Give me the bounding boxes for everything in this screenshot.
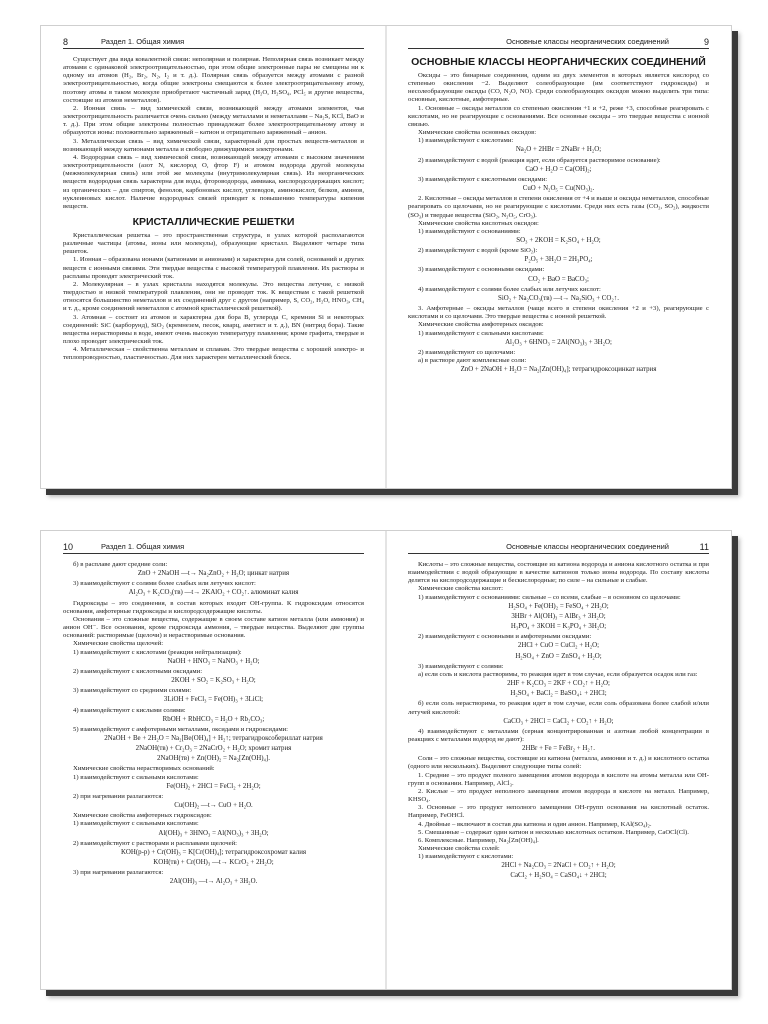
paragraph: 2. Молекулярная – в узлах кристалла находятся молекулы. Это вещества летучие, с низкой твердостью и низкой температурой плавления, они не проводят ток. К веществам с такой решеткой относятся большинство неметаллов и их соединений друг с другом (например, S, CO₂, H₂O, HNO₃, CH₄ и т. д., кроме соединений неметаллов с атомной кристаллической решеткой). <box>63 280 364 313</box>
paragraph: Кислоты – это сложные вещества, состоящие из катиона водорода и аниона кислотного остатка и при взаимодействии с водой образующие в качестве катионов только ионы водорода. По составу кислоты делятся на кислородсодержащие и бескислородные; по силе – на сильные и слабые. <box>408 561 709 585</box>
running-header <box>408 36 709 49</box>
chemical-equation: 2HCl + CuO = CuCl₂ + H₂O; <box>517 642 600 650</box>
chemical-equation: CaO + H₂O = Ca(OH)₂; <box>525 165 592 173</box>
chemical-equation: Cu(OH)₂ —t→ CuO + H₂O. <box>174 802 253 810</box>
paragraph: Химические свойства основных оксидов: <box>418 129 537 137</box>
paragraph: 3. Основные – это продукт неполного замещения OH-групп основания на кислотный остаток. Например, FeOHCl. <box>408 804 709 820</box>
chemical-equation: RbOH + RbHCO₃ = H₂O + Rb₂CO₃; <box>162 715 265 723</box>
book-spread-bottom <box>40 530 732 990</box>
chemical-equation: SiO₂ + Na₂CO₃(тв) —t→ Na₂SiO₃ + CO₂↑. <box>498 294 619 302</box>
page-body <box>408 56 709 482</box>
paragraph: Существует два вида ковалентной связи: неполярная и полярная. Неполярная связь возникает между атомами с одинаковой электроотрицательностью, при этом общие электронные пары не смещены ни к одному из атомов (H₂, Br₂, N₂, I₂ и т. д.). Полярная связь образуется между атомами с разной электроотрицательностью, когда общие электроны смещаются к более электроотрицательному атому, поэтому атомы в таком молекуле приобретают частичный заряд (H₂O, H₂SO₄, PCl₅ и другие вещества, состоящие из атомов неметаллов). <box>63 56 364 104</box>
chemical-equation: CaCl₂ + H₂SO₄ = CaSO₄↓ + 2HCl; <box>510 872 607 880</box>
page-body <box>63 561 364 983</box>
chemical-equation: Al(OH)₃ + 3HNO₃ = Al(NO₃)₃ + 3H₂O; <box>158 829 269 837</box>
paragraph: 3) взаимодействуют с солями более слабых или летучих кислот: <box>73 580 256 588</box>
book-spread-top <box>40 25 732 489</box>
chemical-equation: Al₂O₃ + 6HNO₃ = 2Al(NO₃)₃ + 3H₂O; <box>505 338 612 346</box>
paragraph: б) в расплаве дают средние соли: <box>73 561 168 568</box>
chemical-equation: 2NaOH + Be + 2H₂O = Na₂[Be(OH)₄] + H₂↑; тетрагидроксобериллат натрия <box>104 734 323 742</box>
paragraph: 2. Кислотные – оксиды металлов в степени окисления от +4 и выше и оксиды неметаллов, способные реагировать со щелочами, но не реагирующие с кислотами. Среди них есть газы (CO₂, SO₂), жидкости (SO₃) и твердые вещества (SiO₂, N₂O₅, CrO₃). <box>408 195 709 219</box>
chemical-equation: 2HCl + Na₂CO₃ = 2NaCl + CO₂↑ + H₂O; <box>501 862 616 870</box>
paragraph: 2) при нагревании разлагаются: <box>73 792 164 800</box>
paragraph: 1) взаимодействуют с кислотами: <box>418 137 514 145</box>
paragraph: Гидроксиды – это соединения, в состав которых входит OH-группа. К гидроксидам относятся основания, амфотерные гидроксиды и кислородсодержащие кислоты. <box>63 599 364 615</box>
running-title: Основные классы неорганических соединений <box>506 542 669 551</box>
chemical-equation: H₂SO₄ + Fe(OH)₂ = FeSO₄ + 2H₂O; <box>508 602 609 610</box>
paragraph: Химические свойства нерастворимых оснований: <box>73 765 215 773</box>
chemical-equation: 2HF + K₂CO₃ = 2KF + CO₂↑ + H₂O; <box>507 680 610 688</box>
paragraph: 2. Ионная связь – вид химической связи, возникающей между атомами элементов, чья электроотрицательность различается очень сильно (между металлами и неметаллами – Na₂S, KCl, BaO и т. д.). При этом общие электроны полностью принадлежат более электроотрицательному атому и образуются ионы: положительно заряженный – катион и отрицательно заряженный – анион. <box>63 104 364 137</box>
chemical-equation: Fe(OH)₂ + 2HCl = FeCl₂ + 2H₂O; <box>166 782 261 790</box>
paragraph: 1) взаимодействуют с сильными кислотами: <box>418 329 544 337</box>
paragraph: 1) взаимодействуют с кислотами (реакция нейтрализации): <box>73 648 242 656</box>
paragraph: 4. Двойные – включают в состав два катиона и один анион. Например, KAl(SO₄)₂. <box>418 820 652 828</box>
chemical-equation: 2Al(OH)₃ —t→ Al₂O₃ + 3H₂O. <box>169 878 258 886</box>
paragraph: Химические свойства солей: <box>418 845 500 852</box>
paragraph: 1) взаимодействуют с основаниями: <box>418 227 521 235</box>
paragraph: 4) взаимодействуют с солями более слабых или летучих кислот: <box>418 285 601 293</box>
running-title: Основные классы неорганических соединений <box>506 37 669 46</box>
page-number: 9 <box>703 37 709 47</box>
paragraph: 4. Металлическая – свойственна металлам и сплавам. Это твердые вещества с хорошей электро- и теплопроводностью, пластичностью. Для них характерен металлический блеск. <box>63 346 364 362</box>
paragraph: 2) взаимодействуют со щелочами: <box>418 348 516 356</box>
chemical-equation: 2NaOH(тв) + Cr₂O₃ = 2NaCrO₂ + H₂O; хромит натрия <box>135 745 292 753</box>
paragraph: 4) взаимодействуют с кислыми солями: <box>73 706 186 714</box>
chemical-equation: KOH(тв) + Cr(OH)₃ —t→ KCrO₂ + 2H₂O; <box>153 859 274 866</box>
page-number: 8 <box>63 37 69 47</box>
chemical-equation: CO₂ + BaO = BaCO₃; <box>528 275 589 283</box>
running-header <box>63 541 364 554</box>
chemical-equation: CuO + N₂O₅ = Cu(NO₃)₂. <box>522 185 595 193</box>
chemical-equation: ZnO + 2NaOH + H₂O = Na₂[Zn(OH)₄]; тетрагидроксоцинкат натрия <box>460 366 657 374</box>
chemical-equation: 3LiOH + FeCl₃ = Fe(OH)₃ + 3LiCl; <box>163 696 264 704</box>
paragraph: 2) взаимодействуют с растворами и расплавами щелочей: <box>73 839 238 847</box>
page-8 <box>41 26 386 488</box>
chemical-equation: P₂O₅ + 3H₂O = 2H₃PO₄; <box>524 256 593 264</box>
paragraph: 3) взаимодействуют с основными оксидами: <box>418 266 545 274</box>
paragraph: 1. Основные – оксиды металлов со степенью окисления +1 и +2, реже +3, способные реагировать с кислотами, но не реагирующие с основаниями. Все основные оксиды – это твердые вещества с ионной связью. <box>408 104 709 128</box>
chemical-equation: 2HBr + Fe = FeBr₂ + H₂↑. <box>522 745 595 753</box>
chemical-equation: ZnO + 2NaOH —t→ Na₂ZnO₂ + H₂O; цинкат натрия <box>137 570 290 578</box>
chemical-equation: 3HBr + Al(OH)₃ = AlBr₃ + 3H₂O; <box>511 612 606 620</box>
running-header <box>63 36 364 49</box>
page-9 <box>386 26 731 488</box>
paragraph: Основания – это сложные вещества, содержащие в своем составе катион металла (или аммония) и анион OH⁻. Все основания, кроме гидроксида аммония, – твердые вещества. Выделяют две группы оснований: растворимые (щелочи) и нерастворимые основания. <box>63 615 364 640</box>
running-title: Раздел 1. Общая химия <box>101 37 185 46</box>
page-body <box>408 561 709 983</box>
chemical-equation: H₂SO₄ + ZnO = ZnSO₄ + H₂O; <box>515 652 602 660</box>
chemical-equation: SO₃ + 2KOH = K₂SO₄ + H₂O; <box>516 236 601 244</box>
paragraph: 1) взаимодействуют с основаниями: сильные – со всеми, слабые – в основном со щелочами: <box>418 593 681 601</box>
paragraph: 3. Атомная – состоит из атомов и характерна для бора B, углерода C, кремния Si и некоторых соединений: SiC (карборунд), SiO₂ (кремнезем, песок, кварц, аметист и т. д.), BN (нитрид бора). Такие вещества нерастворимы в воде, имеют очень высокую температуру плавления; кроме графита, твердые и плохо проводят электрический ток. <box>63 313 364 345</box>
paragraph: Оксиды – это бинарные соединения, одним из двух элементов в которых является кислород со степенью окисления −2. Выделяют солеобразующие (им соответствуют гидроксиды) и несолеобразующие оксиды (CO, N₂O, NO). Среди солеобразующих оксидов можно выделить три типа: основные, кислотные, амфотерные. <box>408 72 709 104</box>
paragraph: 2) взаимодействуют с водой (реакция идет, если образуется растворимое основание): <box>418 156 661 164</box>
paragraph: а) в растворе дают комплексные соли: <box>418 357 527 364</box>
paragraph: Химические свойства кислотных оксидов: <box>418 219 539 227</box>
paragraph: 4) взаимодействуют с металлами (серная концентрированная и азотная любой концентрации в реакциях с металлами водород не дают): <box>408 727 709 743</box>
paragraph: 3) при нагревании разлагаются: <box>73 869 164 877</box>
page-number: 11 <box>699 542 709 552</box>
paragraph: 3) взаимодействуют со средними солями: <box>73 687 192 695</box>
paragraph: 3) взаимодействуют с солями: <box>418 662 504 670</box>
chemical-equation: Al₂O₃ + K₂CO₃(тв) —t→ 2KAlO₂ + CO₂↑. алюминат калия <box>128 589 299 597</box>
chemical-equation: 2NaOH(тв) + Zn(OH)₂ = Na₂[Zn(OH)₄]. <box>157 755 270 763</box>
paragraph: 5) взаимодействуют с амфотерными металлами, оксидами и гидроксидами: <box>73 725 288 733</box>
paragraph: Химические свойства кислот: <box>418 585 503 593</box>
chemical-equation: Na₂O + 2HBr = 2NaBr + H₂O; <box>515 146 602 154</box>
paragraph: 1) взаимодействуют с сильными кислотами: <box>73 773 199 781</box>
paragraph: Химические свойства амфотерных гидроксидов: <box>73 812 212 820</box>
page-number: 10 <box>63 542 74 552</box>
page-10 <box>41 531 386 989</box>
paragraph: 2) взаимодействуют с кислотными оксидами: <box>73 667 203 675</box>
paragraph: 4. Водородная связь – вид химической связи, возникающей между атомами с высоким значением электроотрицательности (азот N, кислород O, фтор F) и атомом водорода другой молекулы (межмолекулярная связь) или этой же молекулы (внутримолекулярная связь). Из неорганических веществ водородная связь характерна для воды, фтороводорода, аммиака, кислородсодержащих кислот; из органических – для спиртов, фенолов, карбоновых кислот, углеводов, аминокислот, белков, аминов, нуклеиновых кислот. Наличие водородных связей приводит к повышению температуры кипения веществ. <box>63 153 364 210</box>
paragraph: а) если соль и кислота растворимы, то реакция идет в том случае, если образуется осадок или газ: <box>418 670 698 678</box>
paragraph: 3. Металлическая связь – вид химической связи, характерный для простых веществ-металлов и возникающей между катионами металла и свободно движущимися электронами. <box>63 137 364 153</box>
paragraph: 1) взаимодействуют с кислотами: <box>418 853 514 861</box>
section-heading: ОСНОВНЫЕ КЛАССЫ НЕОРГАНИЧЕСКИХ СОЕДИНЕНИЙ <box>411 56 706 68</box>
paragraph: 2) взаимодействуют с основными и амфотерными оксидами: <box>418 633 592 641</box>
chemical-equation: CaCO₃ + 2HCl = CaCl₂ + CO₂↑ + H₂O; <box>503 717 614 725</box>
page-body <box>63 56 364 482</box>
chemical-equation: H₃PO₄ + 3KOH = K₃PO₄ + 3H₂O; <box>510 623 607 631</box>
paragraph: 6. Комплексные. Например, Na₂[Zn(OH)₄]. <box>418 836 539 844</box>
paragraph: Кристаллическая решетка – это пространственная структура, в узлах которой располагаются различные частицы (атомы, ионы или молекулы), образующие кристалл. Выделяют четыре типа решеток. <box>63 231 364 256</box>
page-11 <box>386 531 731 989</box>
paragraph: б) если соль нерастворима, то реакция идет в том случае, если соль образована более слабой и/или летучей кислотой: <box>408 700 709 716</box>
chemical-equation: H₂SO₄ + BaCl₂ = BaSO₄↓ + 2HCl; <box>510 690 607 698</box>
paragraph: 2) взаимодействуют с водой (кроме SiO₂): <box>418 247 538 255</box>
running-header <box>408 541 709 554</box>
paragraph: 1. Ионная – образована ионами (катионами и анионами) и характерна для солей, оснований и других веществ с ионными связями. Эти твердые вещества с высокой температурой плавления. Их растворы и расплавы проводят электрический ток. <box>63 256 364 280</box>
chemical-equation: KOH(р-р) + Cr(OH)₃ = K[Cr(OH)₄]; тетрагидроксохромат калия <box>120 848 307 856</box>
paragraph: 5. Смешанные – содержат один катион и несколько кислотных остатков. Например, CaOCl(Cl). <box>418 828 689 836</box>
paragraph: 1) взаимодействуют с сильными кислотами: <box>73 820 199 828</box>
paragraph: 2. Кислые – это продукт неполного замещения атомов водорода в кислоте на металл. Например, KHSO₄. <box>408 787 709 804</box>
paragraph: Химические свойства щелочей: <box>73 640 164 648</box>
chemical-equation: NaOH + HNO₃ = NaNO₃ + H₂O; <box>167 657 260 665</box>
paragraph: 1. Средние – это продукт полного замещения атомов водорода в кислоте на атомы металла или OH-групп в основании. Например, AlCl₃. <box>408 771 709 787</box>
paragraph: Соли – это сложные вещества, состоящие из катиона (металла, аммония и т. д.) и кислотного остатка (одного или нескольких). Выделяют следующие типы солей: <box>408 755 709 771</box>
paragraph: Химические свойства амфотерных оксидов: <box>418 321 544 329</box>
section-heading: КРИСТАЛЛИЧЕСКИЕ РЕШЕТКИ <box>132 215 295 228</box>
paragraph: 3. Амфотерные – оксиды металлов (чаще всего в степени окисления +2 и +3), реагирующие с кислотами и со щелочами. Это твердые вещества с ионной решеткой. <box>408 305 709 321</box>
paragraph: 3) взаимодействуют с кислотными оксидами: <box>418 175 548 183</box>
running-title: Раздел 1. Общая химия <box>101 542 185 551</box>
chemical-equation: 2KOH + SO₂ = K₂SO₃ + H₂O; <box>171 677 256 685</box>
